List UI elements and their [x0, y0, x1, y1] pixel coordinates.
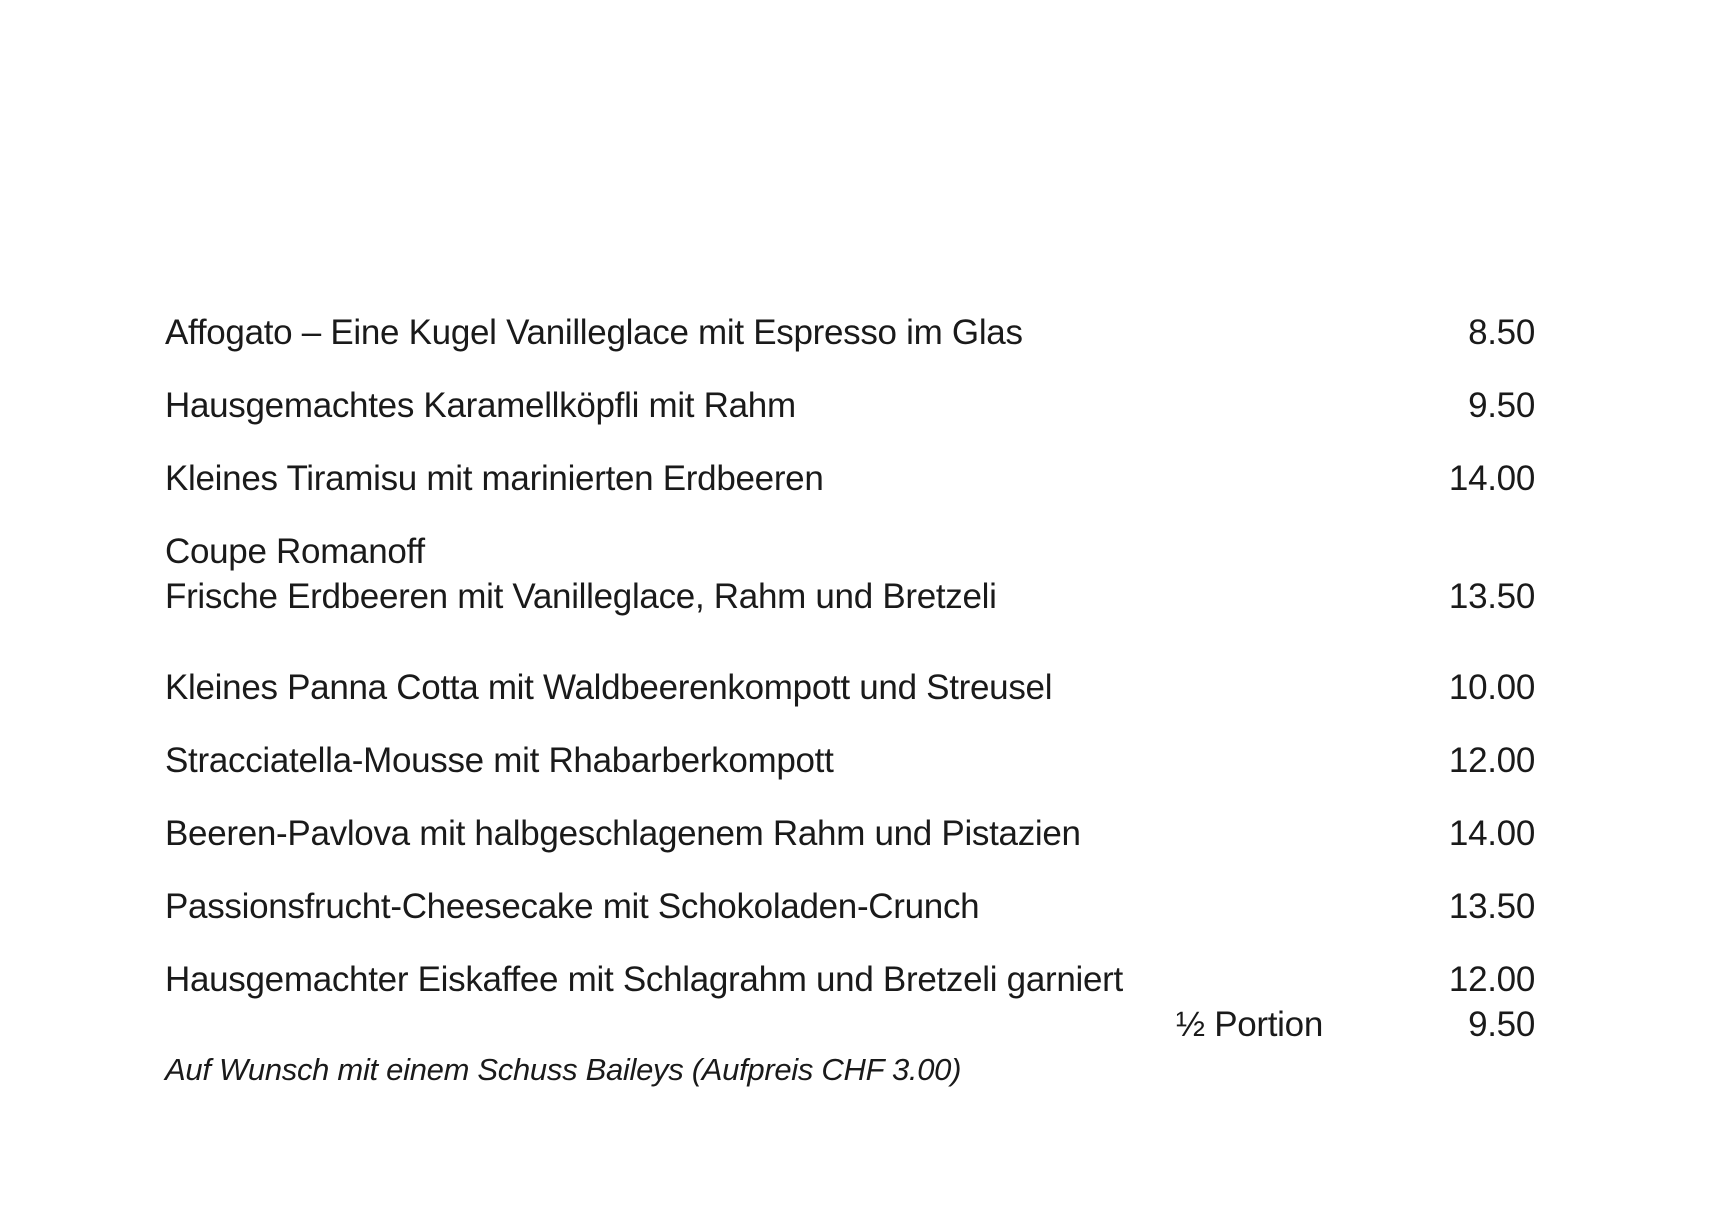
- menu-item-karamellkoepfli: [165, 384, 1535, 428]
- item-price: 8.50: [1468, 313, 1535, 352]
- menu-item-coupe-romanoff-title: [165, 530, 1535, 574]
- item-note: Auf Wunsch mit einem Schuss Baileys (Aufpreis CHF 3.00): [165, 1052, 962, 1087]
- item-price: 13.50: [1448, 577, 1535, 616]
- item-price: 12.00: [1448, 741, 1535, 780]
- menu-item-affogato: [165, 311, 1535, 355]
- menu-item-coupe-romanoff-description: [165, 575, 1535, 619]
- item-name: Hausgemachtes Karamellköpfli mit Rahm: [165, 386, 796, 425]
- item-price: 14.00: [1448, 814, 1535, 853]
- menu-item-cheesecake: [165, 885, 1535, 929]
- item-name: Affogato – Eine Kugel Vanilleglace mit Espresso im Glas: [165, 313, 1023, 352]
- menu-item-tiramisu: [165, 457, 1535, 501]
- item-price: 9.50: [1468, 386, 1535, 425]
- dessert-menu: [165, 0, 1535, 1220]
- menu-item-stracciatella-mousse: [165, 739, 1535, 783]
- item-name: Hausgemachter Eiskaffee mit Schlagrahm und Bretzeli garniert: [165, 960, 1123, 999]
- item-name: Passionsfrucht-Cheesecake mit Schokoladen-Crunch: [165, 887, 980, 926]
- half-portion-price: 9.50: [1468, 1005, 1535, 1044]
- menu-item-panna-cotta: [165, 666, 1535, 710]
- menu-item-eiskaffee: [165, 958, 1535, 1002]
- item-price: 10.00: [1448, 668, 1535, 707]
- item-name: Stracciatella-Mousse mit Rhabarberkompott: [165, 741, 834, 780]
- item-name: Kleines Tiramisu mit marinierten Erdbeeren: [165, 459, 824, 498]
- menu-item-beeren-pavlova: [165, 812, 1535, 856]
- item-name: Kleines Panna Cotta mit Waldbeerenkompott und Streusel: [165, 668, 1053, 707]
- item-name: Beeren-Pavlova mit halbgeschlagenem Rahm und Pistazien: [165, 814, 1081, 853]
- item-price: 13.50: [1448, 887, 1535, 926]
- item-price: 14.00: [1448, 459, 1535, 498]
- item-description: Frische Erdbeeren mit Vanilleglace, Rahm und Bretzeli: [165, 577, 997, 616]
- menu-item-eiskaffee-half-portion: [165, 1003, 1535, 1047]
- half-portion-label: ½ Portion: [1175, 1005, 1323, 1044]
- item-name: Coupe Romanoff: [165, 532, 425, 571]
- item-price: 12.00: [1448, 960, 1535, 999]
